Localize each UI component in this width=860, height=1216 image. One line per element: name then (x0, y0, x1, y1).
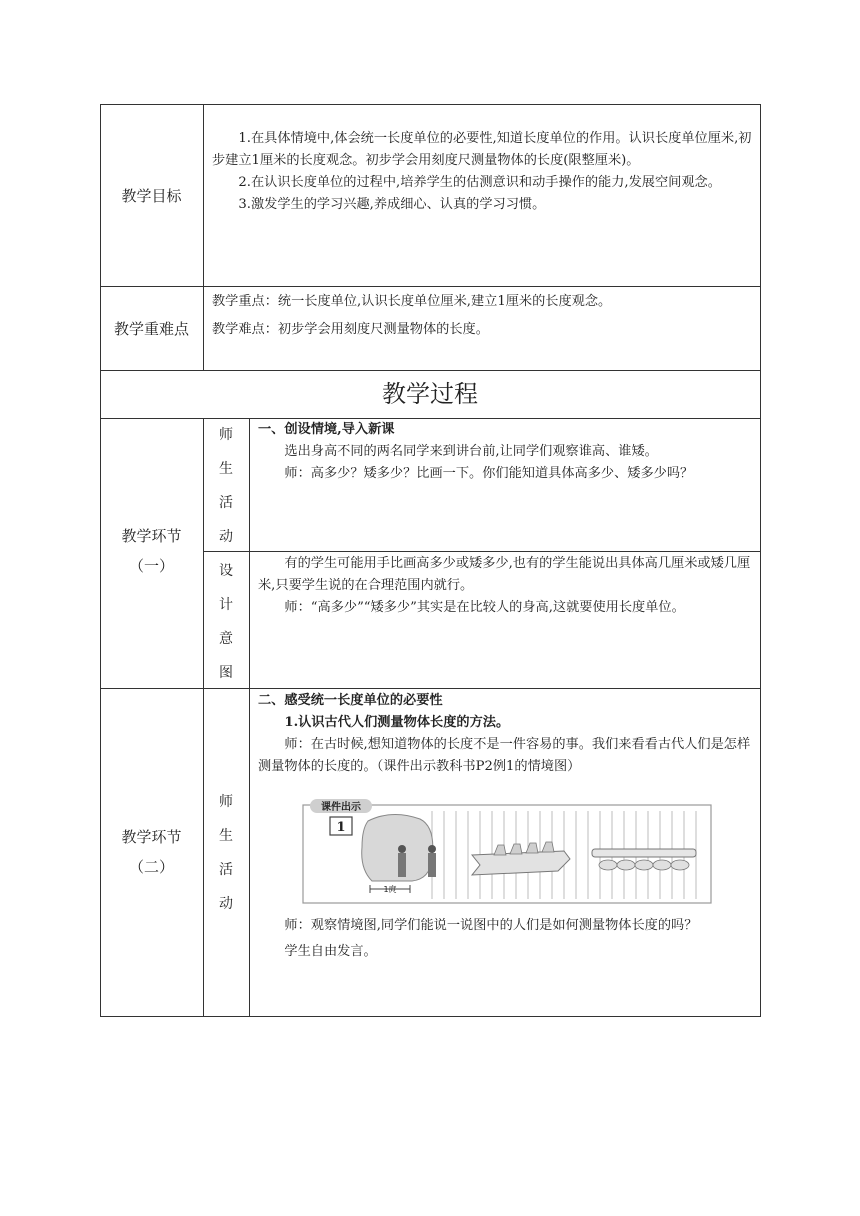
keypoints-label: 教学重难点 (113, 320, 189, 338)
section2-paragraph: 学生自由发言。 (284, 944, 377, 959)
vertical-char: 动 (219, 896, 233, 912)
section2-label-line1: 教学环节 (121, 828, 182, 846)
keypoint-focus: 教学重点：统一长度单位,认识长度单位厘米,建立1厘米的长度观念。 (212, 294, 612, 309)
process-title: 教学过程 (382, 380, 478, 408)
span-unit-label: 1庹 (383, 885, 397, 894)
row-divider (100, 370, 761, 371)
section1-label-line1: 教学环节 (121, 527, 182, 545)
table-border-bottom (100, 1016, 761, 1017)
section1-activity-label (215, 418, 237, 554)
row-divider (100, 688, 761, 689)
objective-item-1: 1.在具体情境中,体会统一长度单位的必要性,知道长度单位的作用。认识长度单位厘米,初步建立1厘米的长度观念。初步学会用刻度尺测量物体的长度(限整厘米)。 (212, 131, 752, 168)
keypoints-content (212, 291, 754, 341)
vertical-char: 意 (219, 631, 233, 647)
keypoint-difficulty: 教学难点：初步学会用刻度尺测量物体的长度。 (212, 322, 489, 337)
objectives-content (212, 128, 754, 216)
design-paragraph: 师：“高多少”“矮多少”其实是在比较人的身高,这就要使用长度单位。 (284, 600, 685, 615)
section1-design-label (215, 554, 237, 690)
vertical-char: 图 (219, 665, 233, 681)
vertical-char: 生 (219, 828, 233, 844)
section2-label (100, 826, 203, 878)
vertical-char: 设 (219, 563, 233, 579)
section2-content-top (258, 690, 754, 778)
objective-item-3: 3.激发学生的学习兴趣,养成细心、认真的学习习惯。 (238, 197, 546, 212)
vertical-char: 师 (219, 427, 233, 443)
section1-heading: 一、创设情境,导入新课 (258, 422, 395, 437)
example-number: 1 (336, 820, 346, 835)
measuring-scene-illustration (302, 799, 712, 905)
section2-subheading: 1.认识古代人们测量物体长度的方法。 (284, 715, 510, 730)
section2-heading: 二、感受统一长度单位的必要性 (258, 693, 443, 708)
column-divider (249, 418, 250, 1017)
illustration-tag: 课件出示 (321, 802, 361, 813)
section1-design-content (258, 553, 754, 619)
section1-label-line2: （一） (128, 557, 174, 575)
table-border-top (100, 104, 761, 105)
section2-label-line2: （二） (128, 858, 174, 876)
design-paragraph: 有的学生可能用手比画高多少或矮多少,也有的学生能说出具体高几厘米或矮几厘米,只要学生说的在合理范围内就行。 (258, 556, 751, 593)
section2-paragraph: 师：在古时候,想知道物体的长度不是一件容易的事。我们来看看古代人们是怎样测量物体的长度的。（课件出示教科书P2例1的情境图） (258, 737, 751, 774)
section1-paragraph: 师：高多少？矮多少？比画一下。你们能知道具体高多少、矮多少吗？ (284, 466, 694, 481)
column-divider (203, 418, 204, 1017)
vertical-char: 动 (219, 529, 233, 545)
vertical-char: 生 (219, 461, 233, 477)
table-border-right (760, 104, 761, 1017)
section2-paragraph: 师：观察情境图,同学们能说一说图中的人们是如何测量物体长度的吗？ (284, 918, 698, 933)
vertical-char: 活 (219, 862, 233, 878)
objectives-label: 教学目标 (121, 187, 182, 205)
section1-activity-content (258, 419, 754, 485)
vertical-char: 活 (219, 495, 233, 511)
vertical-char: 计 (219, 597, 233, 613)
section1-paragraph: 选出身高不同的两名同学来到讲台前,让同学们观察谁高、谁矮。 (284, 444, 658, 459)
vertical-char: 师 (219, 794, 233, 810)
column-divider (203, 104, 204, 371)
row-divider (100, 286, 761, 287)
section2-content-bottom (258, 915, 754, 963)
row-divider (203, 551, 761, 552)
section1-label (100, 525, 203, 577)
objective-item-2: 2.在认识长度单位的过程中,培养学生的估测意识和动手操作的能力,发展空间观念。 (238, 175, 721, 190)
section2-activity-label (215, 785, 237, 921)
